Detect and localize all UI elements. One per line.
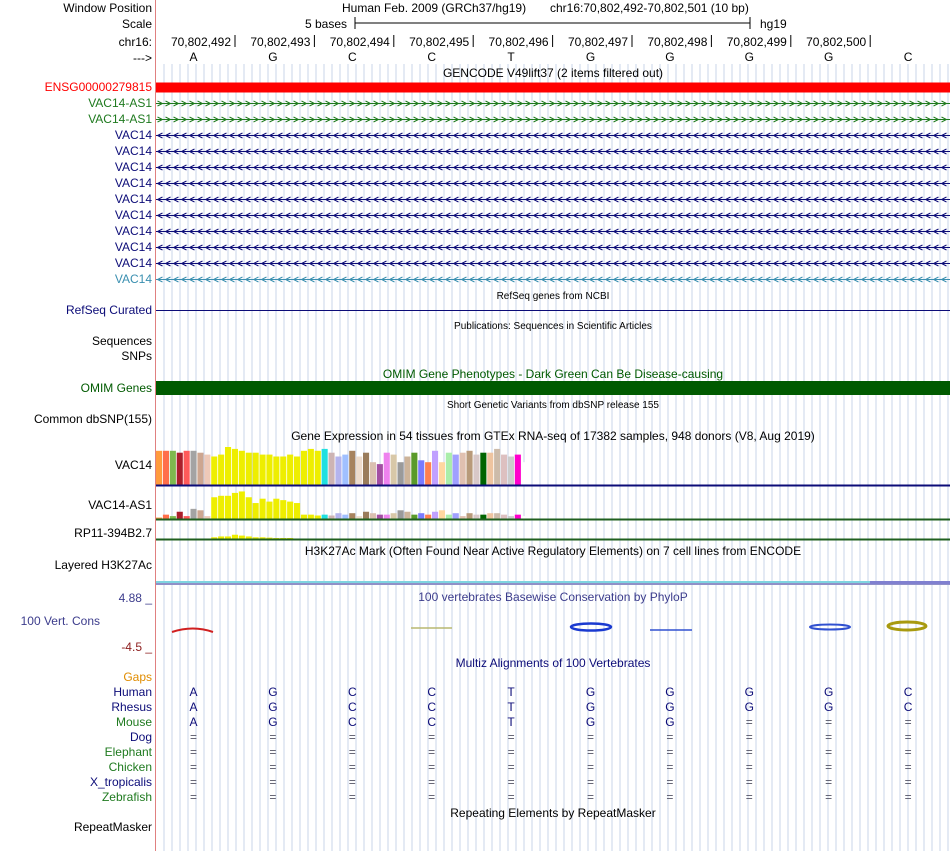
- gtex-tissue-bar: [260, 499, 266, 519]
- multiz-base: =: [189, 745, 197, 759]
- multiz-base: G: [824, 700, 834, 714]
- gtex-tissue-bar: [473, 455, 479, 485]
- gencode-item-label[interactable]: VAC14: [114, 272, 152, 286]
- strand-arrow-label: --->: [133, 51, 152, 65]
- gtex-tissue-bar: [308, 449, 314, 485]
- multiz-base: =: [348, 760, 356, 774]
- multiz-species-label[interactable]: X_tropicalis: [89, 775, 152, 789]
- gtex-tissue-bar: [342, 515, 348, 519]
- multiz-base: =: [745, 730, 753, 744]
- gtex-tissue-bar: [467, 451, 473, 485]
- gtex-tissue-bar: [425, 462, 431, 485]
- gencode-item-label[interactable]: VAC14: [114, 176, 152, 190]
- snps-label[interactable]: SNPs: [121, 349, 152, 363]
- gtex-tissue-bar: [432, 451, 438, 485]
- gtex-tissue-bar: [156, 451, 162, 485]
- gtex-tissue-bar: [480, 453, 486, 485]
- multiz-base: =: [666, 775, 674, 789]
- gtex-tissue-bar: [418, 460, 424, 485]
- multiz-base: =: [428, 790, 436, 804]
- multiz-base: =: [507, 760, 515, 774]
- gtex-tissue-bar: [253, 503, 259, 519]
- gtex-tissue-bar: [501, 515, 507, 519]
- gencode-item-label[interactable]: VAC14: [114, 192, 152, 206]
- multiz-base: =: [269, 775, 277, 789]
- gtex-tissue-bar: [494, 513, 500, 519]
- gtex-tissue-bar: [453, 513, 459, 519]
- multiz-base: =: [348, 730, 356, 744]
- gtex-tissue-bar: [515, 515, 521, 519]
- multiz-base: =: [586, 760, 594, 774]
- gtex-tissue-bar: [184, 451, 190, 485]
- multiz-species-label[interactable]: Mouse: [115, 715, 152, 729]
- gtex-tissue-bar: [260, 455, 266, 485]
- gtex-tissue-bar: [480, 515, 486, 519]
- gtex-tissue-bar: [487, 453, 493, 485]
- multiz-base: =: [586, 745, 594, 759]
- gtex-tissue-bar: [446, 453, 452, 485]
- gtex-tissue-bar: [266, 455, 272, 485]
- multiz-base: C: [427, 685, 437, 699]
- multiz-base: C: [903, 700, 913, 714]
- multiz-base: =: [507, 730, 515, 744]
- gtex-tissue-bar: [273, 499, 279, 519]
- gtex-tissue-bar: [473, 515, 479, 519]
- gtex-tissue-bar: [197, 453, 203, 485]
- multiz-base: =: [428, 745, 436, 759]
- gtex-tissue-bar: [322, 449, 328, 485]
- gtex-tissue-bar: [246, 453, 252, 485]
- gtex-tissue-bar: [425, 515, 431, 519]
- gencode-item-label[interactable]: VAC14-AS1: [88, 112, 152, 126]
- gtex-gene-label-rp11[interactable]: RP11-394B2.7: [74, 526, 152, 540]
- gtex-tissue-bar: [349, 513, 355, 519]
- multiz-base: =: [189, 775, 197, 789]
- multiz-base: G: [744, 700, 754, 714]
- ruler-position-label: 70,802,493: [250, 35, 311, 49]
- multiz-base: =: [904, 790, 912, 804]
- multiz-base: =: [348, 745, 356, 759]
- gencode-item-label[interactable]: VAC14: [114, 144, 152, 158]
- ruler-base: A: [189, 50, 198, 64]
- refseq-label[interactable]: RefSeq Curated: [65, 303, 152, 317]
- gtex-tissue-bar: [398, 462, 404, 485]
- gtex-tissue-bar: [197, 510, 203, 519]
- phylop-logo-c: [888, 622, 926, 630]
- ruler-base: T: [507, 50, 515, 64]
- multiz-species-label[interactable]: Rhesus: [111, 700, 152, 714]
- publications-title: Publications: Sequences in Scientific Articles: [454, 321, 652, 332]
- multiz-base: G: [268, 700, 278, 714]
- gtex-tissue-bar: [315, 516, 321, 519]
- multiz-base: =: [745, 715, 753, 729]
- gencode-item-label[interactable]: VAC14: [114, 208, 152, 222]
- multiz-species-label[interactable]: Dog: [129, 730, 152, 744]
- repeatmasker-label[interactable]: RepeatMasker: [73, 820, 152, 834]
- multiz-base: =: [269, 760, 277, 774]
- gtex-tissue-bar: [239, 491, 245, 519]
- gtex-tissue-bar: [370, 513, 376, 519]
- gtex-tissue-bar: [253, 453, 259, 485]
- gtex-tissue-bar: [439, 510, 445, 519]
- scale-text: 5 bases: [305, 17, 348, 31]
- gtex-tissue-bar: [335, 457, 341, 486]
- window-position-label: Window Position: [63, 1, 152, 15]
- multiz-base: =: [666, 730, 674, 744]
- ruler-position-label: 70,802,492: [170, 35, 231, 49]
- gtex-tissue-bar: [211, 457, 217, 486]
- gtex-tissue-bar: [515, 455, 521, 485]
- gtex-tissue-bar: [191, 451, 197, 485]
- multiz-base: G: [585, 715, 596, 729]
- multiz-base: C: [347, 700, 357, 714]
- multiz-base: G: [824, 685, 834, 699]
- gaps-label[interactable]: Gaps: [123, 670, 152, 684]
- gtex-tissue-bar: [363, 512, 369, 519]
- sequences-label[interactable]: Sequences: [91, 334, 152, 348]
- dbsnp-label[interactable]: Common dbSNP(155): [33, 412, 152, 426]
- gencode-item-label[interactable]: ENSG00000279815: [44, 80, 152, 94]
- multiz-base: C: [347, 685, 357, 699]
- multiz-base: C: [347, 715, 357, 729]
- h3k27ac-label[interactable]: Layered H3K27Ac: [54, 558, 152, 572]
- multiz-base: =: [586, 730, 594, 744]
- gtex-tissue-bar: [404, 457, 410, 486]
- gtex-tissue-bar: [177, 453, 183, 485]
- gencode-item-label[interactable]: VAC14-AS1: [88, 96, 152, 110]
- multiz-species-label[interactable]: Chicken: [108, 760, 152, 774]
- omim-title: OMIM Gene Phenotypes - Dark Green Can Be Disease-causing: [382, 367, 724, 381]
- gtex-tissue-bar: [301, 515, 307, 519]
- gtex-tissue-bar: [239, 536, 245, 539]
- multiz-base: =: [428, 760, 436, 774]
- multiz-base: =: [904, 760, 912, 774]
- gtex-tissue-bar: [487, 513, 493, 519]
- gtex-tissue-bar: [287, 455, 293, 485]
- gtex-tissue-bar: [280, 457, 286, 486]
- gtex-tissue-bar: [211, 497, 217, 519]
- gtex-tissue-bar: [494, 449, 500, 485]
- multiz-base: =: [904, 745, 912, 759]
- gtex-tissue-bar: [204, 455, 210, 485]
- multiz-base: =: [428, 775, 436, 789]
- gtex-tissue-bar: [453, 455, 459, 485]
- multiz-base: =: [428, 730, 436, 744]
- multiz-base: =: [745, 745, 753, 759]
- gtex-tissue-bar: [391, 513, 397, 519]
- ruler-base: C: [347, 50, 357, 64]
- multiz-base: =: [745, 790, 753, 804]
- multiz-base: =: [586, 775, 594, 789]
- multiz-base: =: [904, 775, 912, 789]
- chrom-label: chr16:: [118, 35, 152, 49]
- multiz-base: =: [507, 790, 515, 804]
- gtex-tissue-bar: [273, 457, 279, 486]
- ruler-base: G: [665, 50, 675, 64]
- ruler-position-label: 70,802,498: [647, 35, 708, 49]
- multiz-base: G: [744, 685, 754, 699]
- multiz-base: T: [507, 715, 515, 729]
- gtex-tissue-bar: [266, 502, 272, 519]
- position-text: chr16:70,802,492-70,802,501 (10 bp): [550, 1, 749, 15]
- multiz-base: =: [189, 790, 197, 804]
- gtex-tissue-bar: [522, 462, 528, 485]
- multiz-base: G: [665, 715, 675, 729]
- multiz-base: =: [269, 745, 277, 759]
- gtex-tissue-bar: [446, 515, 452, 519]
- multiz-base: =: [825, 715, 833, 729]
- gtex-tissue-bar: [356, 457, 362, 486]
- gtex-tissue-bar: [177, 512, 183, 519]
- multiz-species-label[interactable]: Human: [113, 685, 152, 699]
- multiz-species-label[interactable]: Zebrafish: [101, 790, 152, 804]
- gtex-gene-label-vac14-as1[interactable]: VAC14-AS1: [88, 498, 152, 512]
- gtex-tissue-bar: [342, 455, 348, 485]
- phylop-title: 100 vertebrates Basewise Conservation by PhyloP: [418, 590, 688, 604]
- gtex-tissue-bar: [218, 496, 224, 519]
- ruler-position-label: 70,802,494: [329, 35, 390, 49]
- multiz-base: G: [585, 700, 596, 714]
- gtex-tissue-bar: [398, 510, 404, 519]
- gtex-tissue-bar: [377, 515, 383, 519]
- gtex-tissue-bar: [246, 497, 252, 519]
- phylop-label[interactable]: 100 Vert. Cons: [20, 614, 100, 628]
- ruler-position-label: 70,802,495: [409, 35, 470, 49]
- gtex-tissue-bar: [508, 457, 514, 486]
- multiz-base: =: [745, 775, 753, 789]
- phylop-logo-g: [571, 624, 611, 631]
- multiz-base: =: [666, 745, 674, 759]
- gtex-tissue-bar: [377, 464, 383, 485]
- db-text: hg19: [760, 17, 787, 31]
- omim-label[interactable]: OMIM Genes: [80, 381, 152, 395]
- ruler-base: C: [427, 50, 437, 64]
- ruler-base: G: [268, 50, 278, 64]
- gtex-tissue-bar: [163, 515, 169, 519]
- multiz-base: =: [348, 790, 356, 804]
- h3k27ac-signal: [156, 581, 950, 583]
- multiz-base: =: [507, 775, 515, 789]
- gtex-tissue-bar: [335, 513, 341, 519]
- multiz-base: =: [745, 760, 753, 774]
- multiz-base: =: [269, 730, 277, 744]
- ruler-position-label: 70,802,497: [567, 35, 628, 49]
- multiz-base: T: [507, 685, 515, 699]
- multiz-base: A: [189, 715, 198, 729]
- gtex-tissue-bar: [460, 453, 466, 485]
- h3k27ac-signal: [870, 581, 950, 584]
- gtex-tissue-bar: [294, 503, 300, 519]
- phylop-logo-a: [172, 629, 213, 633]
- gtex-tissue-bar: [322, 515, 328, 519]
- multiz-title: Multiz Alignments of 100 Vertebrates: [455, 656, 651, 670]
- multiz-base: A: [189, 700, 198, 714]
- gtex-tissue-bar: [418, 513, 424, 519]
- phylop-min: -4.5 _: [121, 640, 152, 654]
- gtex-tissue-bar: [384, 453, 390, 485]
- gtex-tissue-bar: [218, 455, 224, 485]
- gtex-gene-label-vac14[interactable]: VAC14: [114, 458, 152, 472]
- multiz-base: =: [666, 790, 674, 804]
- gtex-tissue-bar: [363, 453, 369, 485]
- gtex-tissue-bar: [163, 451, 169, 485]
- gencode-item-label[interactable]: VAC14: [114, 224, 152, 238]
- gtex-title: Gene Expression in 54 tissues from GTEx RNA-seq of 17382 samples, 948 donors (V8, Aug 2019): [291, 429, 815, 443]
- multiz-base: =: [904, 730, 912, 744]
- multiz-base: =: [189, 760, 197, 774]
- multiz-base: =: [189, 730, 197, 744]
- gtex-tissue-bar: [225, 447, 231, 485]
- gtex-tissue-bar: [349, 451, 355, 485]
- gtex-tissue-bar: [329, 516, 335, 519]
- multiz-base: G: [585, 685, 596, 699]
- multiz-base: =: [825, 775, 833, 789]
- gencode-feature-bar: [156, 83, 950, 93]
- multiz-base: =: [825, 745, 833, 759]
- gtex-tissue-bar: [232, 535, 238, 539]
- gencode-item-label[interactable]: VAC14: [114, 240, 152, 254]
- multiz-base: =: [825, 760, 833, 774]
- multiz-base: =: [586, 790, 594, 804]
- gtex-tissue-bar: [411, 453, 417, 485]
- multiz-base: =: [904, 715, 912, 729]
- ruler-position-label: 70,802,496: [488, 35, 549, 49]
- multiz-base: =: [507, 745, 515, 759]
- gtex-tissue-bar: [391, 455, 397, 485]
- gtex-tissue-bar: [294, 457, 300, 486]
- repeatmasker-title: Repeating Elements by RepeatMasker: [450, 806, 656, 820]
- multiz-base: A: [189, 685, 198, 699]
- gencode-item-label[interactable]: VAC14: [114, 160, 152, 174]
- omim-feature-bar: [156, 381, 950, 395]
- gtex-tissue-bar: [239, 451, 245, 485]
- gtex-tissue-bar: [329, 453, 335, 485]
- gtex-tissue-bar: [308, 515, 314, 519]
- gtex-tissue-bar: [411, 515, 417, 519]
- gtex-tissue-bar: [232, 449, 238, 485]
- gtex-tissue-bar: [370, 462, 376, 485]
- multiz-species-label[interactable]: Elephant: [104, 745, 152, 759]
- gtex-tissue-bar: [170, 451, 176, 485]
- scale-label: Scale: [121, 17, 152, 31]
- multiz-base: T: [507, 700, 515, 714]
- multiz-base: =: [825, 790, 833, 804]
- gtex-tissue-bar: [191, 509, 197, 519]
- multiz-base: G: [268, 715, 278, 729]
- gtex-tissue-bar: [467, 513, 473, 519]
- ruler-base: G: [824, 50, 834, 64]
- multiz-base: G: [665, 685, 675, 699]
- assembly-text: Human Feb. 2009 (GRCh37/hg19): [342, 1, 527, 15]
- gtex-tissue-bar: [287, 502, 293, 519]
- ruler-position-label: 70,802,500: [806, 35, 867, 49]
- multiz-base: =: [348, 775, 356, 789]
- gtex-tissue-bar: [384, 515, 390, 519]
- multiz-base: C: [427, 700, 437, 714]
- gtex-tissue-bar: [432, 512, 438, 519]
- dbsnp-title: Short Genetic Variants from dbSNP release 155: [447, 400, 659, 411]
- gtex-tissue-bar: [315, 451, 321, 485]
- phylop-max: 4.88 _: [118, 591, 152, 605]
- gencode-title: GENCODE V49lift37 (2 items filtered out): [442, 66, 664, 80]
- gtex-tissue-bar: [439, 462, 445, 485]
- gtex-tissue-bar: [280, 500, 286, 519]
- gtex-tissue-bar: [225, 496, 231, 519]
- multiz-base: C: [427, 715, 437, 729]
- gencode-item-label[interactable]: VAC14: [114, 128, 152, 142]
- multiz-base: =: [666, 760, 674, 774]
- h3k27ac-title: H3K27Ac Mark (Often Found Near Active Regulatory Elements) on 7 cell lines from ENCODE: [304, 544, 802, 558]
- multiz-base: G: [268, 685, 278, 699]
- refseq-title: RefSeq genes from NCBI: [496, 291, 610, 302]
- ruler-base: C: [903, 50, 913, 64]
- ruler-base: G: [744, 50, 754, 64]
- ruler-position-label: 70,802,499: [726, 35, 787, 49]
- gtex-tissue-bar: [501, 455, 507, 485]
- gtex-tissue-bar: [404, 512, 410, 519]
- multiz-base: =: [825, 730, 833, 744]
- gtex-tissue-bar: [232, 493, 238, 519]
- multiz-base: =: [269, 790, 277, 804]
- gtex-tissue-bar: [301, 451, 307, 485]
- gencode-item-label[interactable]: VAC14: [114, 256, 152, 270]
- ruler-base: G: [585, 50, 596, 64]
- multiz-base: G: [665, 700, 675, 714]
- h3k27ac-signal: [156, 583, 950, 585]
- multiz-base: C: [903, 685, 913, 699]
